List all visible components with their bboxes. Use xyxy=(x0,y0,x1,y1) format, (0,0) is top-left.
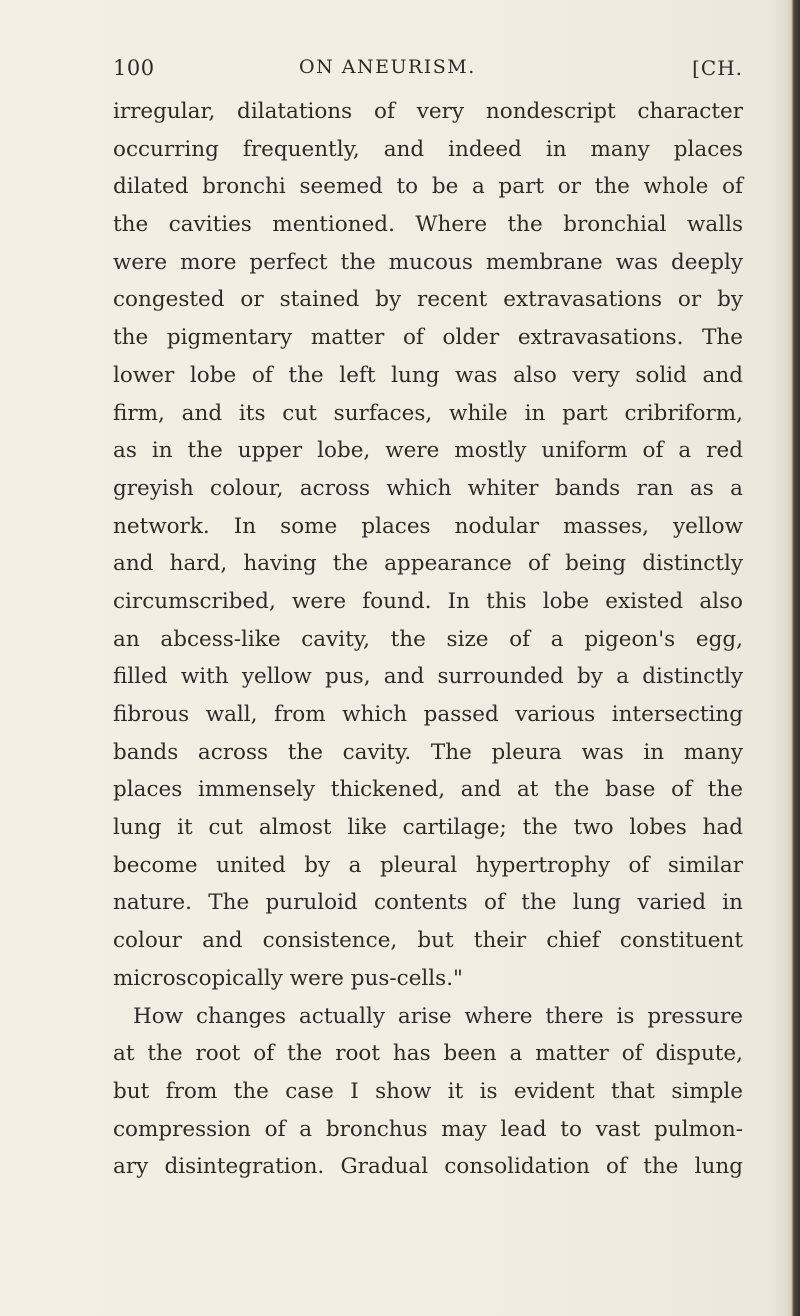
chapter-mark: [CH. xyxy=(692,56,743,80)
text-line: lung it cut almost like cartilage; the two lobes had xyxy=(113,815,743,841)
text-line: an abcess-like cavity, the size of a pigeon's egg, xyxy=(113,626,743,652)
text-line: but from the case I show it is evident that simple xyxy=(113,1078,743,1104)
text-line: dilated bronchi seemed to be a part or the whole of xyxy=(113,174,743,200)
text-line: at the root of the root has been a matter of dispute, xyxy=(113,1041,743,1067)
text-line: circumscribed, were found. In this lobe existed also xyxy=(113,588,743,614)
text-line: colour and consistence, but their chief constituent xyxy=(113,928,743,954)
text-line: firm, and its cut surfaces, while in part cribriform, xyxy=(113,400,743,426)
text-line: become united by a pleural hypertrophy of similar xyxy=(113,852,743,878)
page-number: 100 xyxy=(113,56,155,80)
text-line: microscopically were pus-cells." xyxy=(113,965,463,991)
text-line: were more perfect the mucous membrane was deeply xyxy=(113,249,743,275)
text-line: the pigmentary matter of older extravasations. The xyxy=(113,325,743,351)
text-line: ary disintegration. Gradual consolidation of the lung xyxy=(113,1154,743,1180)
text-line: nature. The puruloid contents of the lung varied in xyxy=(113,890,743,916)
text-line: the cavities mentioned. Where the bronchial walls xyxy=(113,212,743,238)
text-line: compression of a bronchus may lead to vast pulmon- xyxy=(113,1116,743,1142)
text-line: places immensely thickened, and at the base of the xyxy=(113,777,743,803)
text-line: irregular, dilatations of very nondescript character xyxy=(113,99,743,124)
text-line: congested or stained by recent extravasations or by xyxy=(113,287,743,313)
text-line: fibrous wall, from which passed various intersecting xyxy=(113,702,743,727)
body-text xyxy=(113,93,743,1186)
text-line: filled with yellow pus, and surrounded by a distinctly xyxy=(113,664,743,690)
running-head xyxy=(113,56,743,88)
text-line: and hard, having the appearance of being distinctly xyxy=(113,551,743,577)
text-line: as in the upper lobe, were mostly uniform of a red xyxy=(113,438,743,464)
running-title: ON ANEURISM. xyxy=(299,56,476,78)
page-binding-edge xyxy=(786,0,800,1316)
text-line: greyish colour, across which whiter bands ran as a xyxy=(113,475,743,501)
text-line: lower lobe of the left lung was also very solid and xyxy=(113,362,743,388)
text-line: occurring frequently, and indeed in many places xyxy=(113,136,743,162)
paragraph-first-line: How changes actually arise where there is pressure xyxy=(133,1003,743,1029)
binding-shadow xyxy=(768,0,786,1316)
text-line: network. In some places nodular masses, yellow xyxy=(113,513,743,539)
text-line: bands across the cavity. The pleura was in many xyxy=(113,739,743,765)
